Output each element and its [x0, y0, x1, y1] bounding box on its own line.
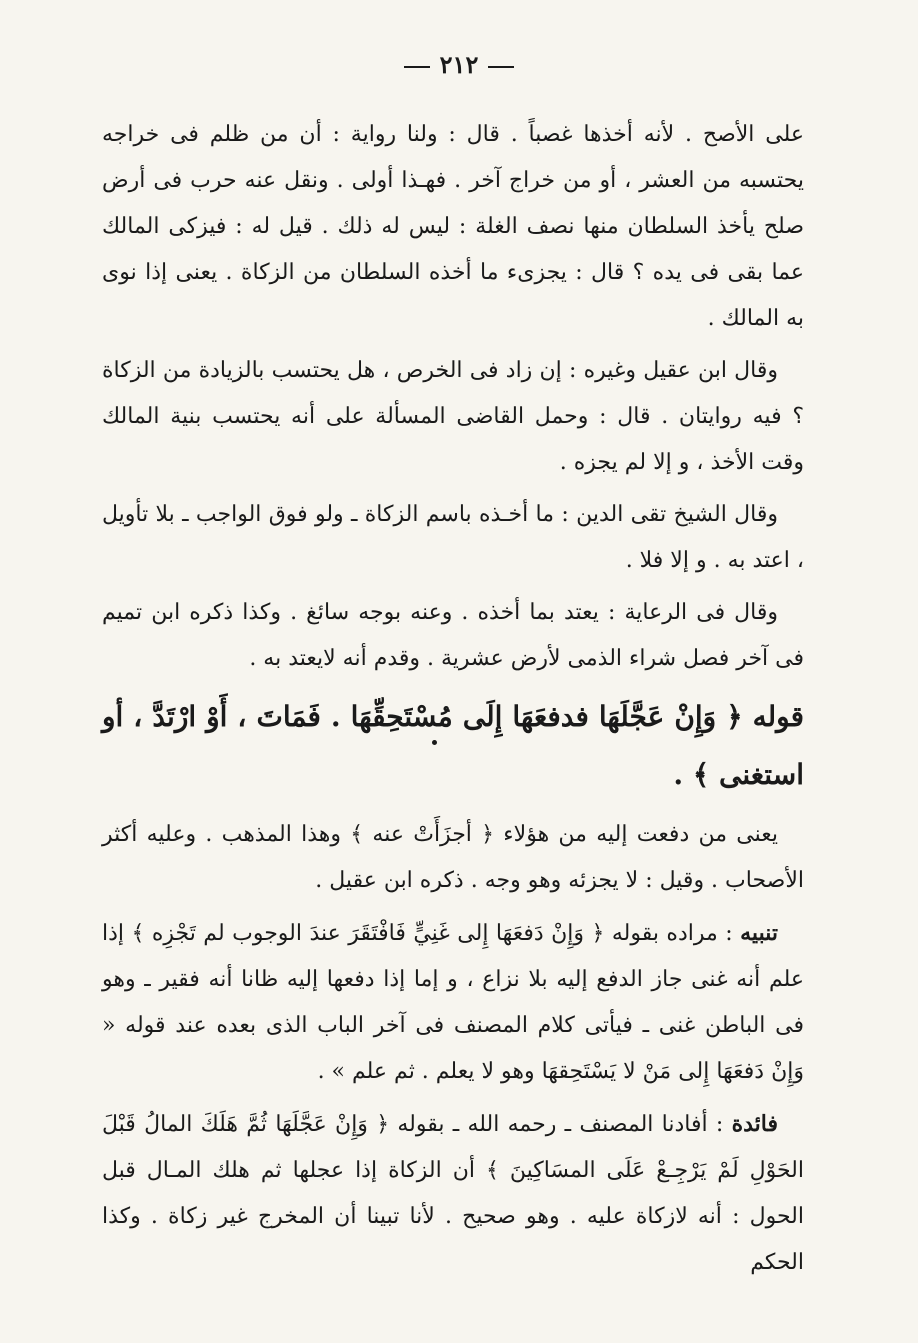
paragraph-text: : أفادنا المصنف ـ رحمه الله ـ بقوله ﴿ وَإِنْ عَجَّلَهَا ثُمَّ هَلَكَ المالُ قَبْلَ الحَوْلِ لَمْ يَرْجِـعْ عَلَى المسَاكِينَ ﴾ أن الزكاة إذا عجلها ثم هلك المـال قبل الحول : أنه لازكاة عليه . وهو صحيح . لأنا تبينا أن المخرج غير زكاة . وكذا الحكم: [102, 1112, 804, 1275]
benefit-lead-word: فائدة: [731, 1111, 778, 1137]
paragraph: [102, 812, 804, 904]
quoted-heading: [102, 688, 804, 804]
paragraph-text: وقال الشيخ تقى الدين : ما أخـذه باسم الزكاة ـ ولو فوق الواجب ـ بلا تأويل ، اعتد به . و إلا فلا .: [102, 502, 804, 573]
paragraph-note: [102, 910, 804, 1095]
paragraph-text: على الأصح . لأنه أخذها غصباً . قال : ولنا رواية : أن من ظلم فى خراجه يحتسبه من العشر ، أو من خراج آخر . فهـذا أولى . ونقل عنه حرب فى أرض صلح يأخذ السلطان منها نصف الغلة : ليس له ذلك . قيل له : فيزكى المالك عما بقى فى يده ؟ قال : يجزىء ما أخذه السلطان من الزكاة . يعنى إذا نوى به المالك .: [102, 122, 804, 331]
ink-speck: [432, 740, 437, 745]
body-text: [102, 112, 804, 1292]
paragraph-text: وقال فى الرعاية : يعتد بما أخذه . وعنه بوجه سائغ . وكذا ذكره ابن تميم فى آخر فصل شراء الذمى لأرض عشرية . وقدم أنه لايعتد به .: [102, 600, 804, 671]
page-number-dash-right: [488, 66, 514, 68]
page-number-dash-left: [404, 66, 430, 68]
note-lead-word: تنبيه: [740, 920, 778, 946]
quoted-heading-text: قوله ﴿ وَإِنْ عَجَّلَهَا فدفعَهَا إِلَى مُسْتَحِقِّهَا . فَمَاتَ ، أَوْ ارْتَدَّ ، أو استغنى ﴾ .: [102, 700, 804, 791]
paragraph: [102, 348, 804, 486]
paragraph-text: يعنى من دفعت إليه من هؤلاء ﴿ أجزَأَتْ عنه ﴾ وهذا المذهب . وعليه أكثر الأصحاب . وقيل : لا يجزئه وهو وجه . ذكره ابن عقيل .: [102, 822, 804, 893]
paragraph-text: وقال ابن عقيل وغيره : إن زاد فى الخرص ، هل يحتسب بالزيادة من الزكاة ؟ فيه روايتان . قال : وحمل القاضى المسألة على أنه يحتسب بنية المالك وقت الأخذ ، و إلا لم يجزه .: [102, 358, 804, 475]
paragraph: [102, 492, 804, 584]
paragraph: [102, 590, 804, 682]
paragraph-benefit: [102, 1101, 804, 1286]
page-number: [0, 50, 918, 79]
paragraph: [102, 112, 804, 342]
page-number-text: ٢١٢: [439, 50, 479, 79]
paragraph-text: : مراده بقوله ﴿ وَإِنْ دَفعَهَا إِلى غَنِيٍّ فَافْتَقَرَ عندَ الوجوب لم تَجْزِه ﴾ إذا علم أنه غنى جاز الدفع إليه بلا نزاع ، و إما إذا دفعها إليه ظانا أنه فقير ـ وهو فى الباطن غنى ـ فيأتى كلام المصنف فى آخر الباب الذى بعده عند قوله « وَإِنْ دَفعَهَا إِلى مَنْ لا يَسْتَحِقهَا وهو لا يعلم . ثم علم » .: [102, 921, 805, 1084]
